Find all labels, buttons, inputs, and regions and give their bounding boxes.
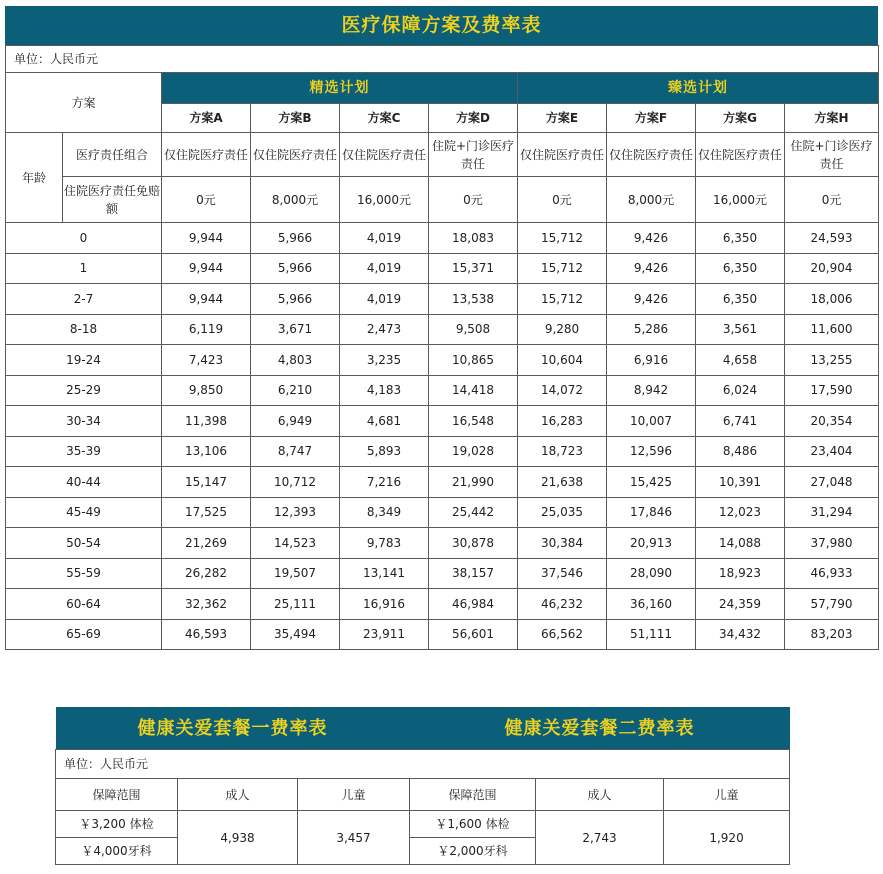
rate-cell: 6,350	[696, 284, 785, 315]
coverage-cell: 住院+门诊医疗责任	[429, 133, 518, 177]
rate-cell: 20,904	[785, 253, 879, 284]
coverage-cell: 住院+门诊医疗责任	[785, 133, 879, 177]
package-1-adult-price: 4,938	[178, 811, 298, 865]
coverage-cell: 仅住院医疗责任	[696, 133, 785, 177]
rate-cell: 18,923	[696, 558, 785, 589]
group-select-plan: 精选计划	[162, 73, 518, 104]
rate-cell: 21,990	[429, 467, 518, 498]
deductible-cell: 8,000元	[251, 177, 340, 223]
rate-cell: 8,486	[696, 436, 785, 467]
plan-header-g: 方案G	[696, 104, 785, 133]
rate-cell: 9,426	[607, 284, 696, 315]
rate-cell: 9,850	[162, 375, 251, 406]
package-1-scope-header: 保障范围	[56, 779, 178, 811]
rate-cell: 3,235	[340, 345, 429, 376]
table-row	[6, 253, 879, 284]
rate-cell: 4,658	[696, 345, 785, 376]
rate-cell: 38,157	[429, 558, 518, 589]
rate-cell: 16,916	[340, 589, 429, 620]
rate-cell: 15,371	[429, 253, 518, 284]
rate-cell: 9,944	[162, 253, 251, 284]
rate-cell: 23,911	[340, 619, 429, 650]
main-title: 医疗保障方案及费率表	[5, 6, 878, 45]
rate-cell: 5,286	[607, 314, 696, 345]
package-1-title: 健康关爱套餐一费率表	[56, 707, 410, 750]
plan-header-d: 方案D	[429, 104, 518, 133]
rate-cell: 46,933	[785, 558, 879, 589]
rate-cell: 6,949	[251, 406, 340, 437]
table-row	[6, 345, 879, 376]
coverage-cell: 仅住院医疗责任	[607, 133, 696, 177]
rate-cell: 56,601	[429, 619, 518, 650]
rate-cell: 26,282	[162, 558, 251, 589]
plan-header-f: 方案F	[607, 104, 696, 133]
rate-cell: 10,865	[429, 345, 518, 376]
rate-cell: 21,638	[518, 467, 607, 498]
package-section	[55, 707, 789, 865]
rate-cell: 9,944	[162, 284, 251, 315]
age-cell: 45-49	[6, 497, 162, 528]
deductible-cell: 0元	[518, 177, 607, 223]
rate-cell: 46,593	[162, 619, 251, 650]
rate-cell: 4,681	[340, 406, 429, 437]
rate-cell: 17,590	[785, 375, 879, 406]
package-1-child-price: 3,457	[298, 811, 410, 865]
coverage-label: 医疗责任组合	[63, 133, 162, 177]
rate-cell: 16,548	[429, 406, 518, 437]
rate-cell: 9,426	[607, 253, 696, 284]
rate-cell: 17,846	[607, 497, 696, 528]
premium-table-section	[5, 6, 878, 650]
rate-cell: 4,803	[251, 345, 340, 376]
deductible-cell: 16,000元	[340, 177, 429, 223]
rate-cell: 51,111	[607, 619, 696, 650]
table-row	[6, 467, 879, 498]
rate-cell: 6,350	[696, 223, 785, 254]
rate-cell: 6,350	[696, 253, 785, 284]
rate-cell: 5,966	[251, 253, 340, 284]
rate-cell: 7,216	[340, 467, 429, 498]
rate-cell: 6,119	[162, 314, 251, 345]
rate-cell: 19,507	[251, 558, 340, 589]
rate-cell: 14,072	[518, 375, 607, 406]
package-2-child-price: 1,920	[664, 811, 790, 865]
rate-cell: 10,007	[607, 406, 696, 437]
rate-cell: 6,210	[251, 375, 340, 406]
coverage-cell: 仅住院医疗责任	[340, 133, 429, 177]
table-row	[6, 406, 879, 437]
age-cell: 1	[6, 253, 162, 284]
age-cell: 30-34	[6, 406, 162, 437]
plan-header-a: 方案A	[162, 104, 251, 133]
rate-cell: 20,913	[607, 528, 696, 559]
rate-cell: 15,147	[162, 467, 251, 498]
table-row	[6, 284, 879, 315]
rate-cell: 83,203	[785, 619, 879, 650]
rate-cell: 4,183	[340, 375, 429, 406]
rate-cell: 8,349	[340, 497, 429, 528]
rate-cell: 18,723	[518, 436, 607, 467]
table-row	[6, 314, 879, 345]
rate-cell: 2,473	[340, 314, 429, 345]
rate-cell: 19,028	[429, 436, 518, 467]
deductible-cell: 16,000元	[696, 177, 785, 223]
age-cell: 50-54	[6, 528, 162, 559]
rate-cell: 18,083	[429, 223, 518, 254]
coverage-cell: 仅住院医疗责任	[518, 133, 607, 177]
table-row	[6, 497, 879, 528]
rate-cell: 57,790	[785, 589, 879, 620]
rate-cell: 24,593	[785, 223, 879, 254]
rate-cell: 28,090	[607, 558, 696, 589]
rate-cell: 24,359	[696, 589, 785, 620]
package-2-child-header: 儿童	[664, 779, 790, 811]
rate-cell: 9,783	[340, 528, 429, 559]
table-row	[6, 619, 879, 650]
rate-cell: 7,423	[162, 345, 251, 376]
rate-cell: 15,712	[518, 253, 607, 284]
rate-cell: 5,893	[340, 436, 429, 467]
age-cell: 65-69	[6, 619, 162, 650]
rate-cell: 11,600	[785, 314, 879, 345]
unit-label: 单位：人民币元	[6, 46, 879, 73]
rate-cell: 27,048	[785, 467, 879, 498]
plan-header-c: 方案C	[340, 104, 429, 133]
rate-cell: 18,006	[785, 284, 879, 315]
rate-cell: 8,942	[607, 375, 696, 406]
rate-cell: 34,432	[696, 619, 785, 650]
rate-cell: 32,362	[162, 589, 251, 620]
deductible-cell: 0元	[162, 177, 251, 223]
package-rate-table	[55, 707, 790, 865]
rate-cell: 9,508	[429, 314, 518, 345]
rate-cell: 10,391	[696, 467, 785, 498]
rate-cell: 13,141	[340, 558, 429, 589]
rate-cell: 30,384	[518, 528, 607, 559]
plan-header-b: 方案B	[251, 104, 340, 133]
rate-cell: 6,916	[607, 345, 696, 376]
rate-cell: 12,023	[696, 497, 785, 528]
rate-cell: 16,283	[518, 406, 607, 437]
rate-cell: 8,747	[251, 436, 340, 467]
age-header: 年龄	[6, 133, 63, 223]
deductible-label: 住院医疗责任免赔额	[63, 177, 162, 223]
rate-cell: 25,035	[518, 497, 607, 528]
package-2-dental: ￥2,000牙科	[410, 838, 536, 865]
rate-cell: 36,160	[607, 589, 696, 620]
premium-rate-table	[5, 45, 879, 650]
rate-cell: 6,741	[696, 406, 785, 437]
table-row	[6, 223, 879, 254]
rate-cell: 12,393	[251, 497, 340, 528]
rate-cell: 25,111	[251, 589, 340, 620]
coverage-cell: 仅住院医疗责任	[251, 133, 340, 177]
rate-cell: 21,269	[162, 528, 251, 559]
rate-cell: 37,546	[518, 558, 607, 589]
package-2-scope-header: 保障范围	[410, 779, 536, 811]
rate-cell: 14,418	[429, 375, 518, 406]
rate-cell: 14,523	[251, 528, 340, 559]
rate-cell: 15,712	[518, 223, 607, 254]
deductible-cell: 0元	[429, 177, 518, 223]
age-cell: 8-18	[6, 314, 162, 345]
package-1-dental: ￥4,000牙科	[56, 838, 178, 865]
rate-cell: 31,294	[785, 497, 879, 528]
table-row	[6, 589, 879, 620]
package-1-child-header: 儿童	[298, 779, 410, 811]
rate-cell: 23,404	[785, 436, 879, 467]
rate-cell: 15,425	[607, 467, 696, 498]
rate-cell: 46,232	[518, 589, 607, 620]
rate-cell: 17,525	[162, 497, 251, 528]
age-cell: 19-24	[6, 345, 162, 376]
rate-cell: 35,494	[251, 619, 340, 650]
package-1-checkup: ￥3,200 体检	[56, 811, 178, 838]
coverage-cell: 仅住院医疗责任	[162, 133, 251, 177]
rate-cell: 4,019	[340, 284, 429, 315]
plan-header-h: 方案H	[785, 104, 879, 133]
rate-cell: 30,878	[429, 528, 518, 559]
rate-cell: 15,712	[518, 284, 607, 315]
rate-cell: 9,944	[162, 223, 251, 254]
age-cell: 55-59	[6, 558, 162, 589]
rate-cell: 13,538	[429, 284, 518, 315]
rate-cell: 37,980	[785, 528, 879, 559]
rate-cell: 13,255	[785, 345, 879, 376]
plan-header: 方案	[6, 73, 162, 133]
age-cell: 40-44	[6, 467, 162, 498]
rate-cell: 11,398	[162, 406, 251, 437]
age-cell: 35-39	[6, 436, 162, 467]
age-cell: 0	[6, 223, 162, 254]
table-row	[6, 528, 879, 559]
table-row	[6, 558, 879, 589]
rate-cell: 20,354	[785, 406, 879, 437]
package-unit-label: 单位：人民币元	[56, 750, 790, 779]
deductible-cell: 8,000元	[607, 177, 696, 223]
plan-header-e: 方案E	[518, 104, 607, 133]
package-2-checkup: ￥1,600 体检	[410, 811, 536, 838]
table-row	[6, 375, 879, 406]
age-cell: 2-7	[6, 284, 162, 315]
rate-cell: 4,019	[340, 253, 429, 284]
rate-cell: 9,280	[518, 314, 607, 345]
age-cell: 25-29	[6, 375, 162, 406]
rate-cell: 3,561	[696, 314, 785, 345]
rate-cell: 10,604	[518, 345, 607, 376]
rate-cell: 4,019	[340, 223, 429, 254]
rate-cell: 46,984	[429, 589, 518, 620]
rate-cell: 5,966	[251, 223, 340, 254]
rate-cell: 10,712	[251, 467, 340, 498]
rate-cell: 9,426	[607, 223, 696, 254]
rate-cell: 25,442	[429, 497, 518, 528]
rate-cell: 5,966	[251, 284, 340, 315]
group-premium-plan: 臻选计划	[518, 73, 879, 104]
rate-cell: 66,562	[518, 619, 607, 650]
rate-cell: 3,671	[251, 314, 340, 345]
rate-cell: 12,596	[607, 436, 696, 467]
package-2-adult-header: 成人	[536, 779, 664, 811]
rate-cell: 13,106	[162, 436, 251, 467]
package-1-adult-header: 成人	[178, 779, 298, 811]
rate-cell: 6,024	[696, 375, 785, 406]
package-2-title: 健康关爱套餐二费率表	[410, 707, 790, 750]
table-row	[6, 436, 879, 467]
rate-cell: 14,088	[696, 528, 785, 559]
age-cell: 60-64	[6, 589, 162, 620]
package-2-adult-price: 2,743	[536, 811, 664, 865]
deductible-cell: 0元	[785, 177, 879, 223]
